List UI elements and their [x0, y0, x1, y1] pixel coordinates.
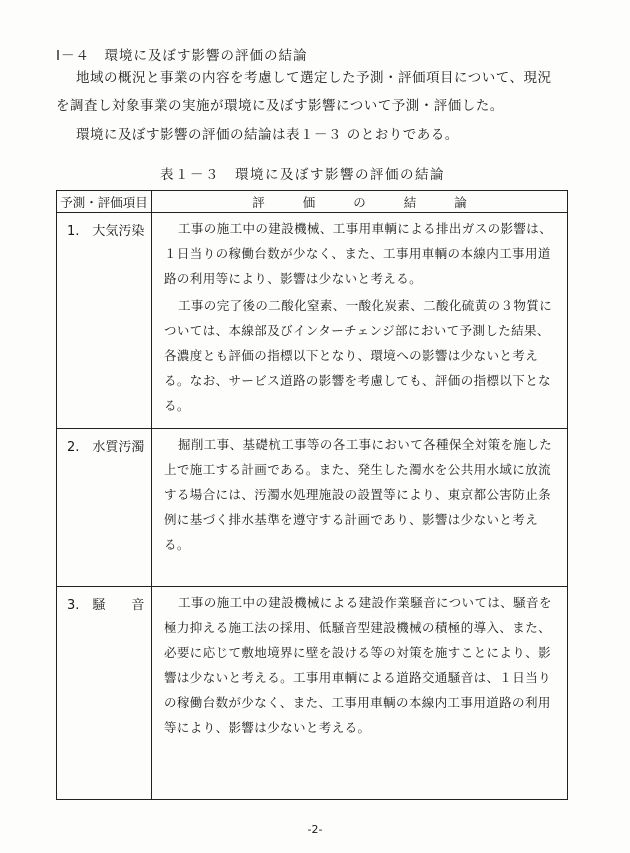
page-number: -2-: [307, 823, 323, 836]
table-caption: 表１－３ 環境に及ぼす影響の評価の結論: [160, 167, 445, 183]
header-item: 予測・評価項目: [57, 191, 152, 213]
row-item-air: 1. 大気汚染: [57, 213, 152, 429]
table-header-row: [57, 191, 568, 213]
intro-paragraph-2: 環境に及ぼす影響の評価の結論は表１－３ のとおりである。: [76, 127, 459, 143]
row-conclusion-air: [152, 213, 568, 429]
row-conclusion-noise: [152, 587, 568, 800]
table-row: [57, 213, 568, 429]
conclusion-paragraph: 工事の完了後の二酸化窒素、一酸化炭素、二酸化硫黄の３物質については、本線部及びインターチェンジ部において予測した結果、各濃度とも評価の指標以下となり、環境への影響は少ないと考える。なお、サービス道路の影響を考慮しても、評価の指標以下となる。: [164, 298, 553, 413]
table-row: [57, 587, 568, 800]
row-item-noise: 3. 騒 音: [57, 587, 152, 800]
row-item-water: 2. 水質汚濁: [57, 429, 152, 587]
table-row: [57, 429, 568, 587]
assessment-table: [56, 190, 568, 800]
row-conclusion-water: [152, 429, 568, 587]
header-conclusion: 評価の結論: [152, 191, 568, 213]
section-heading: Ⅰ－４ 環境に及ぼす影響の評価の結論: [56, 48, 308, 64]
conclusion-paragraph: 工事の施工中の建設機械による建設作業騒音については、騒音を極力抑える施工法の採用、低騒音型建設機械の積極的導入、また、必要に応じて敷地境界に壁を設ける等の対策を施すことにより、影響は少ないと考える。工事用車輌による道路交通騒音は、１日当りの稼働台数が少なく、また、工事用車輌の本線内工事用道路の利用等により、影響は少ないと考える。: [164, 595, 552, 735]
intro-paragraph-1: 地域の概況と事業の内容を考慮して選定した予測・評価項目について、現況を調査し対象事業の実施が環境に及ぼす影響について予測・評価した。: [56, 70, 552, 114]
conclusion-paragraph: 掘削工事、基礎杭工事等の各工事において各種保全対策を施した上で施工する計画である。また、発生した濁水を公共用水域に放流する場合には、汚濁水処理施設の設置等により、東京都公害防止条例に基づく排水基準を遵守する計画であり、影響は少ないと考える。: [164, 437, 553, 552]
conclusion-paragraph: 工事の施工中の建設機械、工事用車輌による排出ガスの影響は、１日当りの稼働台数が少なく、また、工事用車輌の本線内工事用道路の利用等により、影響は少ないと考える。: [164, 221, 553, 286]
